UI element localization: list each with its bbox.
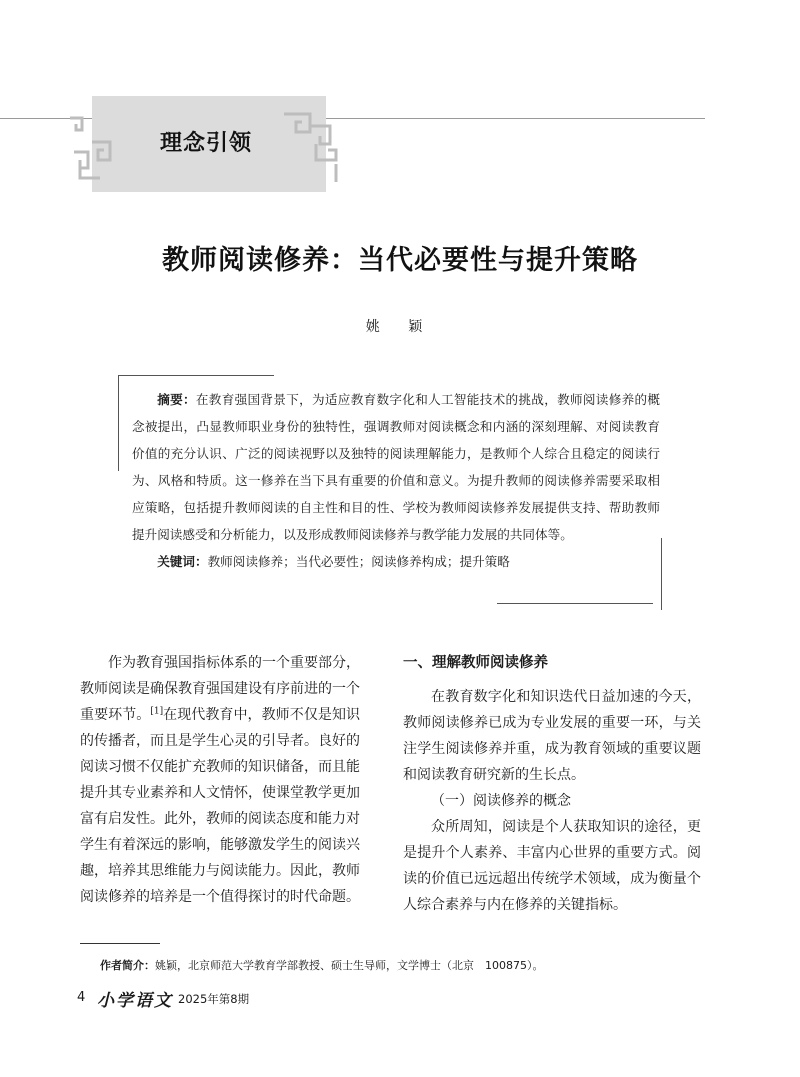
footnote-rule [80,943,160,944]
citation-ref: [1] [150,706,164,717]
fret-ornament-icon [280,104,350,186]
intro-paragraph [80,650,360,910]
left-column [80,650,360,910]
section-tag: 理念引领 [160,131,253,156]
abstract-paragraph [132,386,660,548]
author-footnote [100,957,544,973]
body-paragraph: 众所周知，阅读是个人获取知识的途径，更是提升个人素养、丰富内心世界的重要方式。阅读的价值已远远超出传统学术领域，成为衡量个人综合素养与内在修养的关键指标。 [403,819,701,913]
journal-logo: 小学语文 [97,991,173,1011]
abstract-label: 摘要： [157,392,196,407]
section-heading: 一、理解教师阅读修养 [403,655,548,671]
intro-text-part1: 作为教育强国指标体系的一个重要部分，教师阅读是确保教育强国建设有序前进的一个重要环节。 [80,655,360,723]
abstract-frame-bottom [497,603,653,604]
keywords-paragraph [132,548,660,575]
author-name: 姚 颖 [365,319,435,335]
footnote-label: 作者简介： [100,959,155,972]
keywords-text: 教师阅读修养；当代必要性；阅读修养构成；提升策略 [207,554,510,569]
abstract-frame-top [118,375,274,376]
article-title: 教师阅读修养：当代必要性与提升策略 [162,245,638,276]
footnote-text: 姚颖，北京师范大学教育学部教授、硕士生导师，文学博士（北京 100875）。 [155,959,544,972]
abstract-text: 在教育强国背景下，为适应教育数字化和人工智能技术的挑战，教师阅读修养的概念被提出，凸显教师职业身份的独特性，强调教师对阅读概念和内涵的深刻理解、对阅读教育价值的充分认识、广泛的阅读视野以及独特的阅读理解能力，是教师个人综合且稳定的阅读行为、风格和特质。这一修养在当下具有重要的价值和意义。为提升教师的阅读修养需要采取相应策略，包括提升教师阅读的自主性和目的性、学校为教师阅读修养发展提供支持、帮助教师提升阅读感受和分析能力，以及形成教师阅读修养与教学能力发展的共同体等。 [132,392,661,542]
abstract-frame-right [661,538,662,610]
body-paragraph: 在教育数字化和知识迭代日益加速的今天，教师阅读修养已成为专业发展的重要一环，与关注学生阅读修养并重，成为教育领域的重要议题和阅读教育研究新的生长点。 [403,689,701,783]
abstract-block [132,386,660,575]
fret-ornament-icon [66,112,116,182]
keywords-label: 关键词： [157,554,208,569]
issue-label: 2025年第8期 [178,992,250,1006]
intro-text-part2: 在现代教育中，教师不仅是知识的传播者，而且是学生心灵的引导者。良好的阅读习惯不仅能扩充教师的知识储备，而且能提升其专业素养和人文情怀，使课堂教学更加富有启发性。此外，教师的阅读态度和能力对学生有着深远的影响，能够激发学生的阅读兴趣，培养其思维能力与阅读能力。因此，教师阅读修养的培养是一个值得探讨的时代命题。 [80,707,361,905]
subsection-heading: （一）阅读修养的概念 [431,793,571,809]
right-column [403,650,701,918]
abstract-frame-left [118,375,119,471]
page-number: 4 [77,990,86,1005]
